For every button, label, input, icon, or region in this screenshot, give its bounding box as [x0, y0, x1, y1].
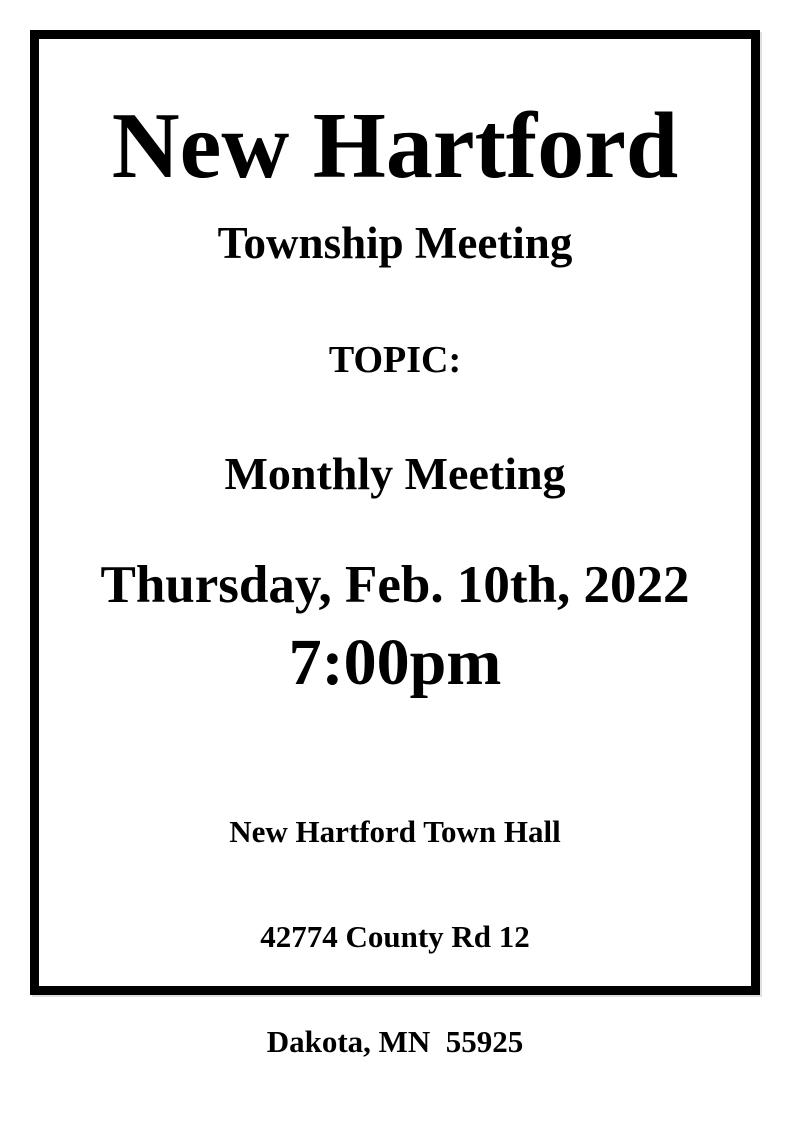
meeting-date: Thursday, Feb. 10th, 2022 [100, 556, 690, 614]
meeting-time: 7:00pm [288, 626, 502, 699]
location-city-state-zip: Dakota, MN 55925 [266, 1024, 524, 1059]
flyer-title: New Hartford [111, 94, 679, 198]
flyer-content [39, 39, 751, 1059]
location-block [39, 748, 751, 1125]
flyer-subtitle: Township Meeting [217, 218, 573, 268]
topic-value: Monthly Meeting [224, 448, 566, 499]
location-name: New Hartford Town Hall [229, 814, 561, 849]
location-street: 42774 County Rd 12 [260, 919, 530, 954]
topic-label: TOPIC: [328, 339, 462, 381]
